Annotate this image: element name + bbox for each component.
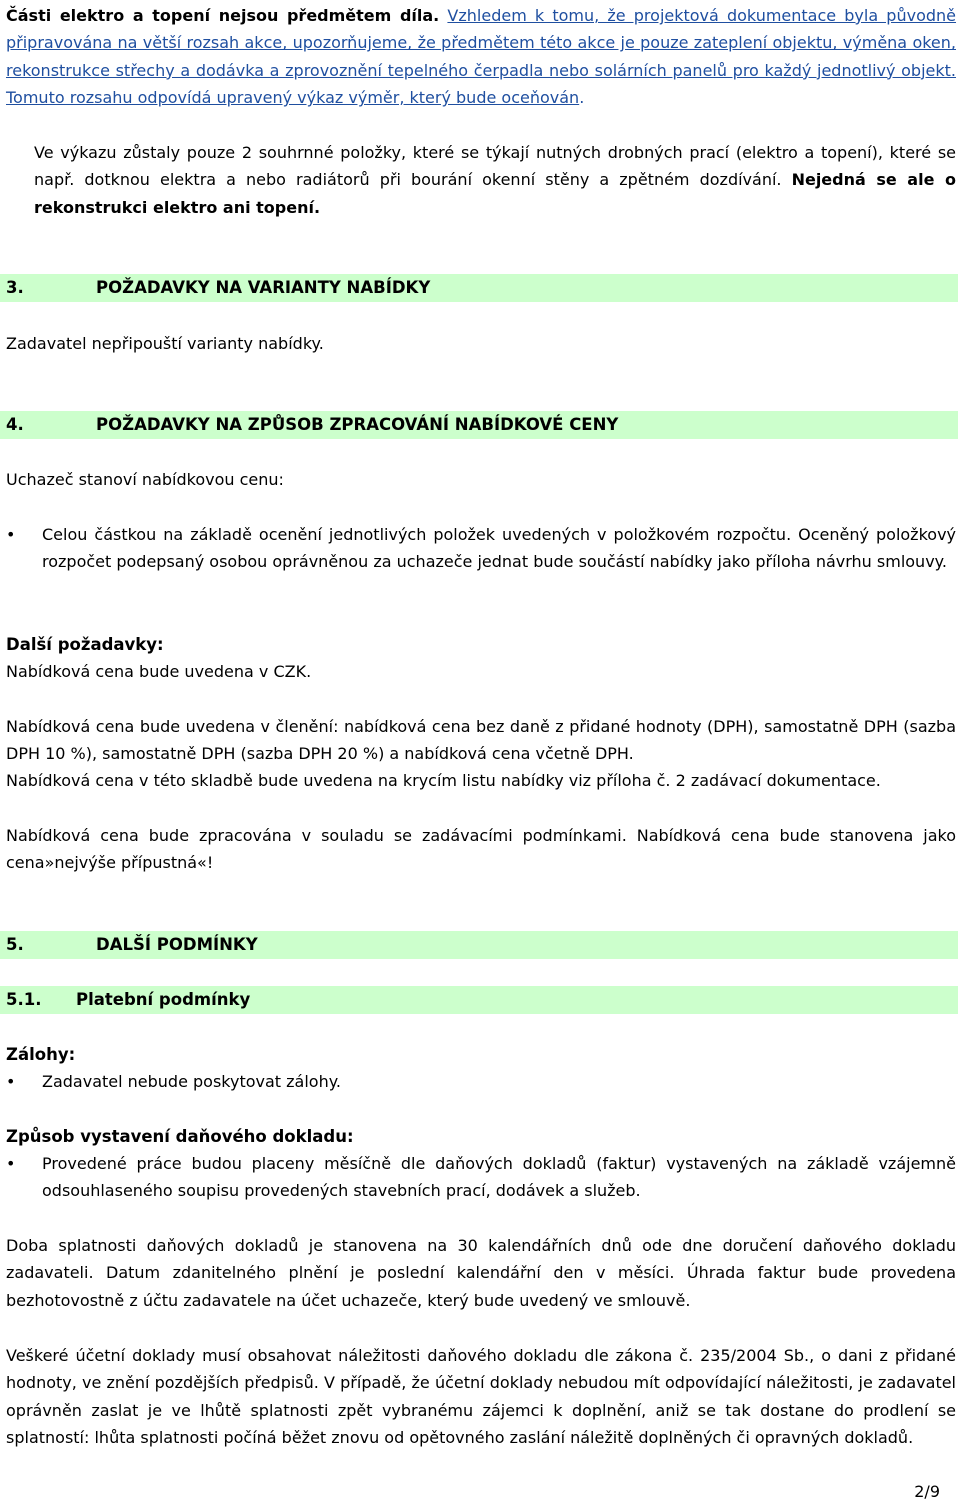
price-bullet-item (6, 521, 956, 576)
price-bullet-text: Celou částkou na základě ocenění jednotlivých položek uvedených v položkovém rozpočtu. Oceněný položkový rozpočet podepsaný osobou oprávněnou za uchazeče jednat bude součástí nabídky jako příloha návrhu smlouvy. (42, 525, 956, 572)
section-3-number: 3. (6, 278, 24, 297)
section-5-header (0, 931, 958, 959)
section-5-1-header (0, 986, 958, 1014)
section-4-title: POŽADAVKY NA ZPŮSOB ZPRACOVÁNÍ NABÍDKOVÉ CENY (96, 415, 619, 434)
advances-bullet-text: Zadavatel nebude poskytovat zálohy. (42, 1072, 342, 1091)
price-breakdown-text: Nabídková cena bude uvedena v členění: nabídková cena bez daně z přidané hodnoty (DPH), samostatně DPH (sazba DPH 10 %), samostatně DPH (sazba DPH 20 %) a nabídková cena včetně DPH. (6, 717, 956, 764)
invoice-bullet-text: Provedené práce budou placeny měsíčně dle daňových dokladů (faktur) vystavených na základě vzájemně odsouhlaseného soupisu provedených stavebních prací, dodávek a služeb. (42, 1154, 956, 1201)
price-conditions-text: Nabídková cena bude zpracována v souladu se zadávacími podmínkami. Nabídková cena bude stanovena jako cena»nejvýše přípustná«! (6, 826, 956, 873)
variants-text: Zadavatel nepřipouští varianty nabídky. (6, 334, 324, 353)
section-4-header (0, 411, 958, 439)
section-5-title: DALŠÍ PODMÍNKY (96, 935, 258, 954)
bullet-dot: • (6, 1072, 16, 1091)
advances-bullet-item (6, 1068, 956, 1095)
invoice-bullet-item (6, 1150, 956, 1205)
czk-text: Nabídková cena bude uvedena v CZK. (6, 662, 312, 681)
section-5-1-number: 5.1. (6, 990, 42, 1009)
elektro-normal-text: Ve výkazu zůstaly pouze 2 souhrnné položky, které se týkají nutných drobných prací (elektro a topení), které se např. dotknou elektra a nebo radiátorů při bourání okenní stěny a zpětném dozdívání. (34, 143, 956, 190)
intro-end: . (579, 88, 585, 108)
section-5-number: 5. (6, 935, 24, 954)
section-3-title: POŽADAVKY NA VARIANTY NABÍDKY (96, 278, 431, 297)
section-4-number: 4. (6, 415, 24, 434)
bullet-dot: • (6, 1154, 16, 1173)
section-3-header (0, 274, 958, 302)
page-number: 2/9 (914, 1482, 940, 1501)
elektro-topeni-paragraph (34, 139, 956, 221)
price-lead: Uchazeč stanoví nabídkovou cenu: (6, 470, 284, 489)
section-5-1-title: Platební podmínky (76, 990, 251, 1009)
elektro-bold-text: Nejedná se ale o rekonstrukci elektro ani topení. (34, 170, 956, 217)
intro-paragraph (6, 2, 956, 112)
bullet-dot: • (6, 525, 16, 544)
cover-sheet-text: Nabídková cena v této skladbě bude uvedena na krycím listu nabídky viz příloha č. 2 zadávací dokumentace. (6, 771, 881, 790)
accounting-documents-paragraph: Veškeré účetní doklady musí obsahovat náležitosti daňového dokladu dle zákona č. 235/2004 Sb., o dani z přidané hodnoty, ve znění pozdějších předpisů. V případě, že účetní doklady nebudou mít odpovídající náležitosti, je zadavatel oprávněn zaslat je ve lhůtě splatnosti zpět vybranému zájemci k doplnění, aniž se tak dostane do prodlení se splatností: lhůta splatnosti počíná běžet znovu od opětovného zaslání náležitě doplněných či opravných dokladů. (6, 1346, 956, 1448)
advances-heading: Zálohy: (6, 1045, 76, 1064)
intro-bold-lead: Části elektro a topení nejsou předmětem díla. (6, 6, 440, 25)
further-requirements-heading: Další požadavky: (6, 635, 164, 654)
invoice-heading: Způsob vystavení daňového dokladu: (6, 1127, 354, 1146)
intro-underlined-text: Vzhledem k tomu, že projektová dokumentace byla původně připravována na větší rozsah akce, upozorňujeme, že předmětem této akce je pouze zateplení objektu, výměna oken, rekonstrukce střechy a dodávka a zprovoznění tepelného čerpadla nebo solárních panelů pro každý jednotlivý objekt. Tomuto rozsahu odpovídá upravený výkaz výměr, který bude oceňován (6, 6, 957, 108)
due-date-paragraph: Doba splatnosti daňových dokladů je stanovena na 30 kalendářních dnů ode dne doručení daňového dokladu zadavateli. Datum zdanitelného plnění je poslední kalendářní den v měsíci. Úhrada faktur bude provedena bezhotovostně z účtu zadavatele na účet uchazeče, který bude uvedený ve smlouvě. (6, 1236, 956, 1310)
